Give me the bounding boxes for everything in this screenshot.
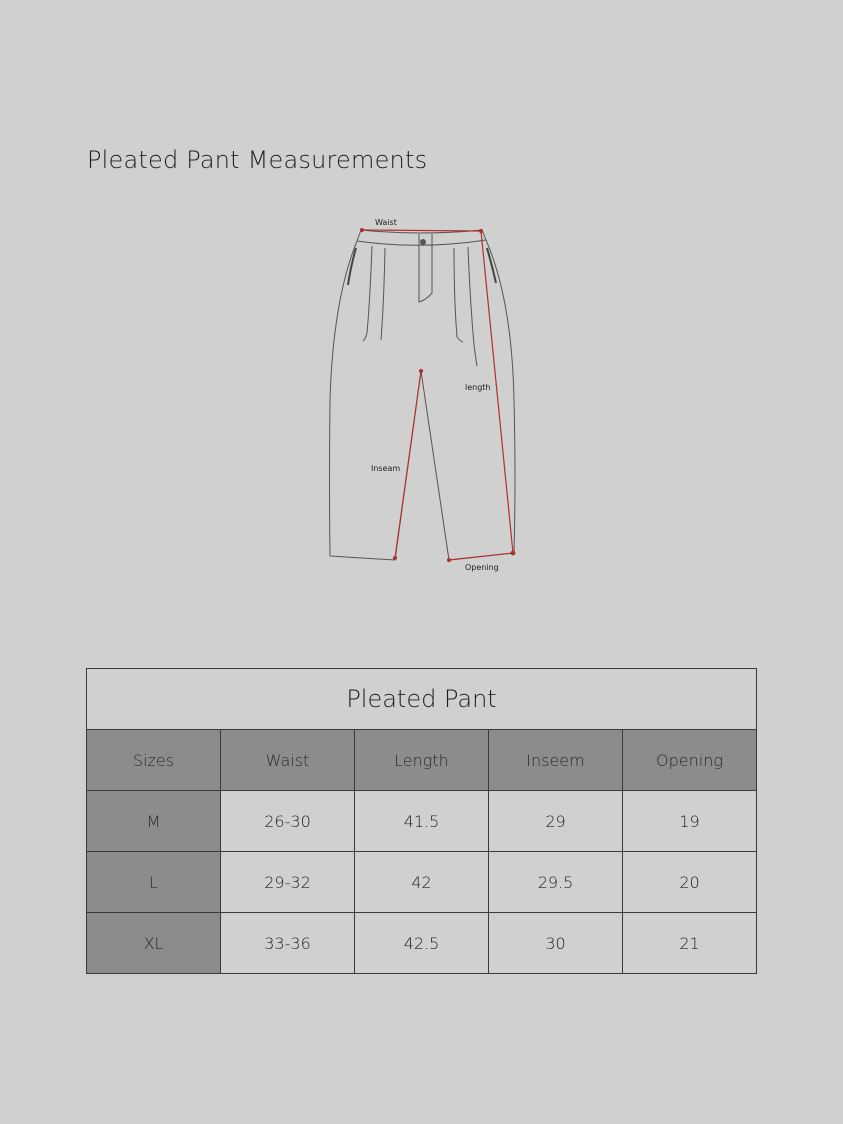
table-row xyxy=(87,913,757,974)
size-cell: M xyxy=(87,791,221,852)
length-cell: 42 xyxy=(355,852,489,913)
inseem-cell: 30 xyxy=(489,913,623,974)
waist-label: Waist xyxy=(375,218,397,227)
table-row xyxy=(87,852,757,913)
size-cell: L xyxy=(87,852,221,913)
waist-cell: 33-36 xyxy=(221,913,355,974)
opening-cell: 19 xyxy=(623,791,757,852)
header-length: Length xyxy=(355,730,489,791)
button-icon xyxy=(420,239,426,245)
inseem-cell: 29 xyxy=(489,791,623,852)
opening-label: Opening xyxy=(465,563,499,572)
size-cell: XL xyxy=(87,913,221,974)
table-header-row xyxy=(87,730,757,791)
length-cell: 42.5 xyxy=(355,913,489,974)
inseam-label: Inseam xyxy=(371,464,401,473)
table-caption: Pleated Pant xyxy=(87,669,757,730)
opening-cell: 21 xyxy=(623,913,757,974)
opening-cell: 20 xyxy=(623,852,757,913)
header-opening: Opening xyxy=(623,730,757,791)
page-title: Pleated Pant Measurements xyxy=(87,146,428,174)
length-cell: 41.5 xyxy=(355,791,489,852)
table-caption-row xyxy=(87,669,757,730)
size-chart-table xyxy=(86,668,757,974)
header-waist: Waist xyxy=(221,730,355,791)
length-label: length xyxy=(465,383,491,392)
waist-cell: 26-30 xyxy=(221,791,355,852)
header-inseem: Inseem xyxy=(489,730,623,791)
table-row xyxy=(87,791,757,852)
header-sizes: Sizes xyxy=(87,730,221,791)
waist-cell: 29-32 xyxy=(221,852,355,913)
inseem-cell: 29.5 xyxy=(489,852,623,913)
